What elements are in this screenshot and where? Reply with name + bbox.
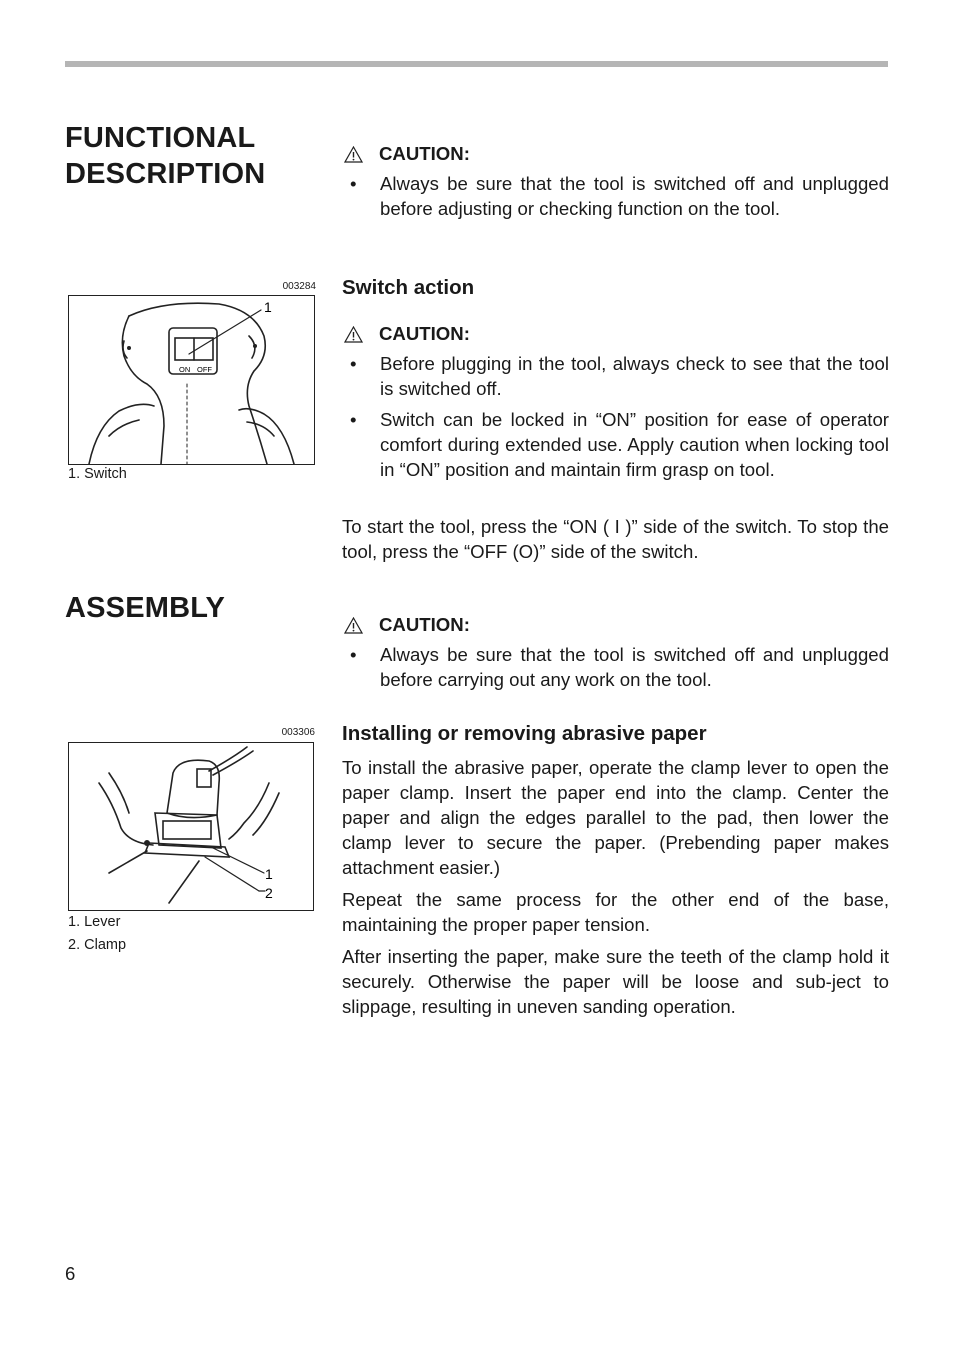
caution-label: CAUTION: [379, 614, 470, 635]
caution-bullet [342, 351, 889, 401]
switch-figure-legend [68, 463, 127, 486]
switch-action-paragraph: To start the tool, press the “ON ( I )” side of the switch. To stop the tool, press the “OFF (O)” side of the switch. [342, 516, 889, 562]
bullet-dot: • [350, 173, 357, 194]
callout-2: 2 [265, 885, 273, 901]
bullet-dot: • [350, 644, 357, 665]
figure-code-paper: 003306 [281, 727, 315, 738]
bullet-dot: • [350, 353, 357, 374]
heading-line-2: DESCRIPTION [65, 158, 266, 190]
switch-on-label: ON [179, 365, 191, 374]
warning-triangle-icon [344, 146, 363, 163]
caution-label: CAUTION: [379, 323, 470, 344]
paper-figure-legend [68, 911, 126, 957]
bullet-text: Switch can be locked in “ON” position for ease of operator comfort during extended use. Apply caution when locking tool in “ON” position and maintain firm grasp on tool. [380, 409, 889, 480]
warning-triangle-icon [344, 326, 363, 343]
caution-bullet [342, 642, 889, 692]
figure-code-switch: 003284 [282, 281, 316, 292]
bullet-text: Always be sure that the tool is switched off and unplugged before carrying out any work on the tool. [380, 644, 889, 690]
caution-bullet [342, 407, 889, 482]
switch-illustration [69, 296, 314, 464]
caution-header [342, 143, 470, 165]
legend-item: 1. Switch [68, 466, 127, 482]
installing-paragraph: After inserting the paper, make sure the teeth of the clamp hold it securely. Otherwise the paper will be loose and sub-ject to slippage, resulting in uneven sanding operation. [342, 946, 889, 1017]
installing-paragraph: To install the abrasive paper, operate the clamp lever to open the paper clamp. Insert the paper end into the clamp. Center the paper and align the edges parallel to the pad, then lower the clamp lever to secure the paper. (Prebending paper makes attachment easier.) [342, 757, 889, 878]
abrasive-paper-figure [68, 742, 314, 911]
switch-figure [68, 295, 315, 465]
legend-item: 1. Lever [68, 914, 121, 930]
warning-triangle-icon [344, 617, 363, 634]
installing-paper-title: Installing or removing abrasive paper [342, 722, 707, 745]
caution-bullet [342, 171, 889, 221]
caution-header [342, 614, 470, 636]
installing-paragraph: Repeat the same process for the other end of the base, maintaining the proper paper tension. [342, 889, 889, 935]
callout-1: 1 [264, 299, 272, 315]
top-rule [65, 61, 888, 67]
assembly-heading: ASSEMBLY [65, 592, 226, 624]
sander-illustration [69, 743, 313, 910]
heading-line-1: FUNCTIONAL [65, 122, 256, 154]
caution-label: CAUTION: [379, 143, 470, 164]
switch-off-label: OFF [197, 365, 212, 374]
functional-description-heading [65, 120, 265, 192]
caution-header [342, 323, 470, 345]
legend-item: 2. Clamp [68, 937, 127, 953]
page-number: 6 [65, 1263, 76, 1284]
bullet-text: Always be sure that the tool is switched off and unplugged before adjusting or checking function on the tool. [380, 173, 889, 219]
bullet-dot: • [350, 409, 357, 430]
switch-action-title: Switch action [342, 276, 475, 299]
bullet-text: Before plugging in the tool, always check to see that the tool is switched off. [380, 353, 889, 399]
callout-1: 1 [265, 866, 273, 882]
